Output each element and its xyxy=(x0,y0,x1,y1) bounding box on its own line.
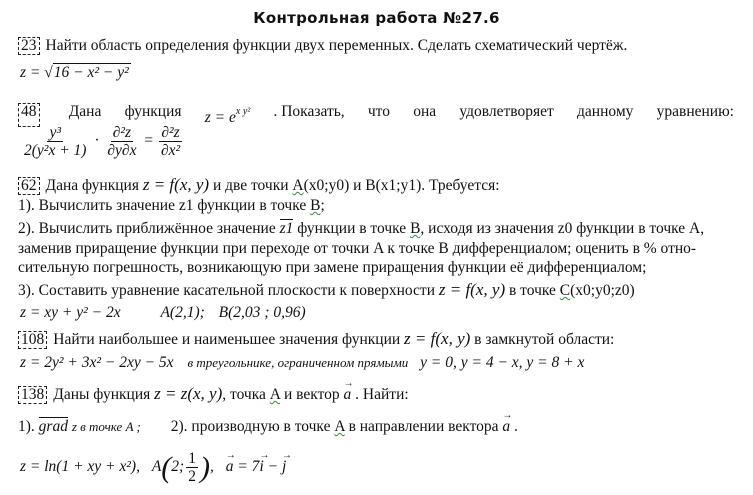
vector-j: → j xyxy=(282,458,286,476)
text: ; xyxy=(320,197,325,214)
point-a: A xyxy=(292,177,304,194)
text: (x0;y0;z0) xyxy=(570,282,635,299)
point-c: C xyxy=(559,282,571,299)
task-number: 48 xyxy=(18,103,40,127)
task-number: 62 xyxy=(18,177,40,195)
fraction: $\frac{1}{2}$ xyxy=(188,450,196,485)
task-23-statement xyxy=(18,37,627,55)
point-a-x: 2; xyxy=(171,458,185,476)
text: в точке xyxy=(508,282,556,299)
task-138-statement xyxy=(18,385,409,404)
vector-a: → a xyxy=(344,386,352,404)
task-number: 108 xyxy=(18,331,47,349)
point-b: B xyxy=(410,220,421,237)
grad-symbol: grad xyxy=(38,418,68,435)
text: в направлении вектора xyxy=(348,418,499,435)
task-108-data xyxy=(20,354,584,372)
text: . xyxy=(514,418,518,435)
function-formula: z = f(x, y) xyxy=(142,175,210,194)
paren-open: ( xyxy=(161,451,172,485)
equals: = 7 xyxy=(237,458,260,476)
task-138-data: z = ln(1 + xy + x²), A(2; $\frac{1}{2}$ ), → a = 7→ i − → j xyxy=(20,450,286,485)
text: 2). производную в точке xyxy=(170,418,331,435)
task-23-formula xyxy=(20,64,131,82)
task-number: 23 xyxy=(18,37,40,55)
vector-a: → a xyxy=(226,458,234,476)
word: Дана xyxy=(68,103,102,120)
text: и две точки xyxy=(212,177,289,194)
word: данному xyxy=(577,103,634,120)
task-text: Найти область определения функции двух переменных. Сделать схематический чертёж. xyxy=(45,37,628,54)
function-formula: z = ln(1 + xy + x²), xyxy=(20,458,140,476)
word: уравнению: xyxy=(656,103,734,120)
text: . Найти: xyxy=(355,386,409,403)
text: в замкнутой области: xyxy=(474,331,615,348)
equals: = xyxy=(144,132,154,150)
text: (x0;y0) и B(x1;y1). Требуется: xyxy=(303,177,500,194)
document-title: Контрольная работа №27.6 xyxy=(253,9,500,27)
word: удовлетворяет xyxy=(459,103,554,120)
text: Найти наибольшее и наименьшее значения функции xyxy=(53,331,401,348)
fraction: $\frac{\text{∂²z}}{\text{∂x²}}$ xyxy=(160,124,181,159)
sqrt-symbol: √16 − x² − y² xyxy=(44,64,129,81)
paren-close: ) xyxy=(199,451,210,485)
point-a-label: A xyxy=(151,458,162,476)
task-108-statement xyxy=(18,330,614,349)
task-62-statement xyxy=(18,176,500,195)
function-formula: $z = e^{x y^2}$ xyxy=(204,106,251,126)
point-a: A xyxy=(269,386,281,403)
function-formula: z = xy + y² − 2x xyxy=(20,304,121,321)
text: z в точке A ; xyxy=(71,419,141,434)
boundary-lines: y = 0, y = 4 − x, y = 8 + x xyxy=(420,354,585,371)
word: она xyxy=(413,103,437,120)
formula-lhs: z = xyxy=(20,64,41,81)
word: что xyxy=(367,103,391,120)
function-formula: z = z(x, y) xyxy=(154,384,223,403)
text: , точка xyxy=(222,386,266,403)
item-number: 1). xyxy=(18,418,35,435)
radicand: 16 − x² − y² xyxy=(53,64,129,81)
text: 1). Вычислить значение z1 функции в точке xyxy=(18,197,307,214)
point-a-coords: A(2,1); xyxy=(160,304,205,321)
text: функции в точке xyxy=(297,220,407,237)
task-138-items xyxy=(18,418,518,436)
point-a: A xyxy=(334,418,345,435)
task-62-item-3 xyxy=(18,281,635,300)
minus: − xyxy=(267,458,279,476)
point-b: B xyxy=(310,197,321,214)
fraction: $\frac{\text{∂²z}}{\partial y\partial x}$ xyxy=(107,124,137,159)
text: Дана функция xyxy=(45,177,139,194)
z1-bar: z1 xyxy=(279,220,294,237)
task-48-equation: $\frac{\text{y³}}{\text{2(y²x + 1)}}$ · $\frac{\text{∂²z}}{\partial y\partial x}$ = $\frac{\text{∂²z}}{\text{∂x²}}$ xyxy=(24,124,181,159)
function-formula: z = 2y² + 3x² − 2xy − 5x xyxy=(20,354,174,371)
function-formula: z = f(x, y) xyxy=(404,329,471,348)
text: Даны функция xyxy=(53,386,151,403)
vector-i: → i xyxy=(259,458,263,476)
text: и вектор xyxy=(283,386,340,403)
task-62-data xyxy=(20,304,306,322)
word: . Показать, xyxy=(273,103,345,120)
task-62-item-1 xyxy=(18,197,325,215)
word: функция xyxy=(124,103,182,120)
task-62-item-2 xyxy=(18,220,704,238)
text: 2). Вычислить приближённое значение xyxy=(18,220,276,237)
fraction: $\frac{\text{y³}}{\text{2(y²x + 1)}}$ xyxy=(24,124,87,159)
point-b-coords: B(2,03 ; 0,96) xyxy=(218,304,306,321)
text: , исходя из значения z0 функции в точке A, xyxy=(420,220,705,237)
text: 3). Составить уравнение касательной плоскости к поверхности xyxy=(18,282,435,299)
function-formula: z = f(x, y) xyxy=(438,280,506,299)
vector-a: → a xyxy=(502,418,510,436)
task-number: 138 xyxy=(18,386,47,404)
task-62-item-2-line-3: сительную погрешность, возникающую при замене приращения функции её дифференциалом; xyxy=(18,259,647,276)
task-62-item-2-line-2: заменив приращение функции при переходе от точки A к точке B дифференциалом; оценить в % отно- xyxy=(18,240,697,257)
region-text: в треугольнике, ограниченном прямыми xyxy=(187,355,409,370)
